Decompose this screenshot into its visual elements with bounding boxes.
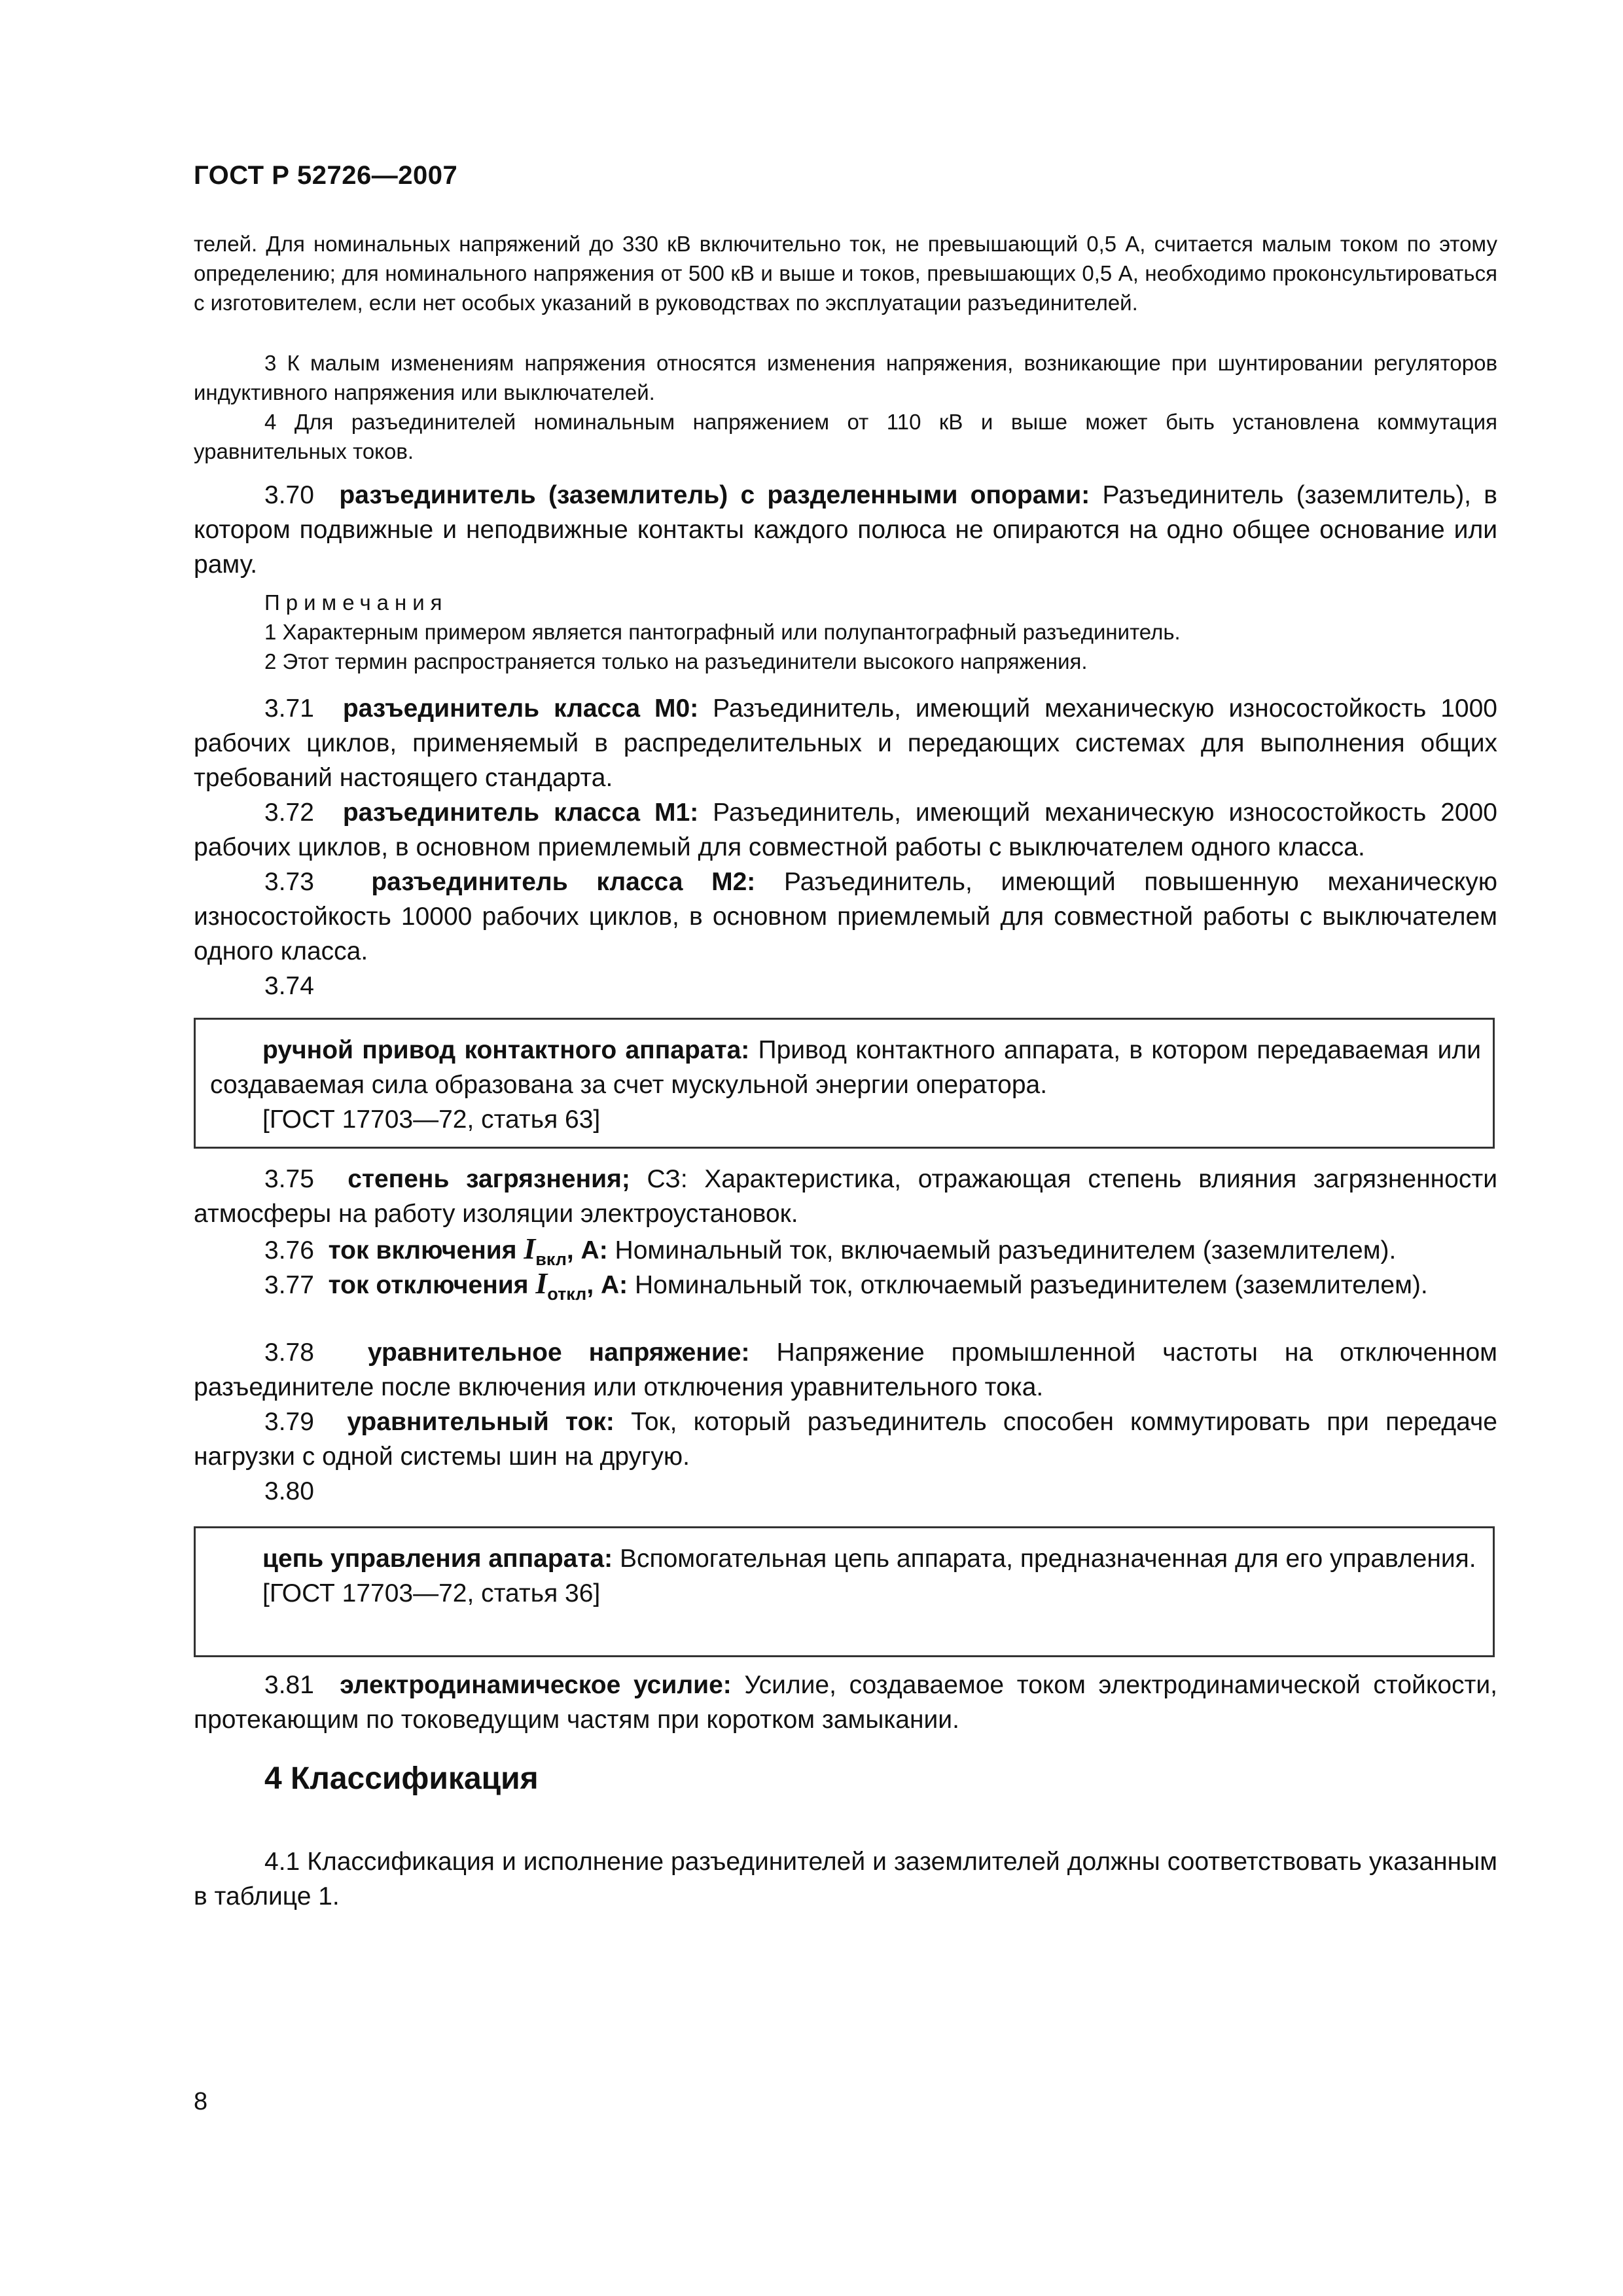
term-number: 3.73 [264, 868, 314, 896]
term-number: 3.79 [264, 1408, 314, 1436]
term-definition: Вспомогательная цепь аппарата, предназначенная для его управления. [613, 1545, 1476, 1573]
term-number: 3.70 [264, 481, 314, 509]
term-title: электродинамическое усилие: [340, 1671, 732, 1699]
paragraph-4-1: 4.1 Классификация и исполнение разъединителей и заземлителей должны соответствовать указанным в таблице 1. [194, 1848, 1497, 1910]
note-4: 4 Для разъединителей номинальным напряжением от 110 кВ и выше может быть установлена коммутация уравнительных токов. [194, 410, 1497, 463]
term-title: уравнительное напряжение: [367, 1338, 750, 1367]
term-definition: Разъединитель, имеющий механическую износостойкость 1000 рабочих циклов, применяемый в распределительных и передающих системах для выполнения общих требований настоящего стандарта. [194, 694, 1498, 792]
term-3-72 [194, 795, 1497, 865]
term-definition: Разъединитель (заземлитель), в котором подвижные и неподвижные контакты каждого полюса не опираются на одно общее основание или раму. [194, 481, 1497, 579]
term-number: 3.71 [264, 694, 314, 723]
term-number: 3.75 [264, 1165, 314, 1193]
current-symbol: I [535, 1266, 548, 1300]
term-number-3-74: 3.74 [264, 972, 314, 1000]
note-3: 3 К малым изменениям напряжения относятся изменения напряжения, возникающие при шунтировании регуляторов индуктивного напряжения или выключателей. [194, 351, 1497, 404]
term-number: 3.78 [264, 1338, 314, 1367]
term-title: степень загрязнения; [348, 1165, 630, 1193]
term-3-71 [194, 691, 1497, 795]
term-3-75 [194, 1162, 1497, 1231]
term-reference: [ГОСТ 17703—72, статья 36] [262, 1579, 601, 1607]
term-3-78 [194, 1335, 1497, 1405]
term-number: 3.76 [264, 1236, 314, 1265]
notes-heading: Примечания [264, 590, 448, 615]
current-subscript: вкл [535, 1249, 567, 1269]
term-box-3-74 [194, 1018, 1495, 1149]
term-number: 3.81 [264, 1671, 314, 1699]
section-heading: 4 Классификация [264, 1761, 539, 1796]
term-definition: Разъединитель, имеющий механическую износостойкость 2000 рабочих циклов, в основном приемлемый для совместной работы с выключателем одного класса. [194, 798, 1498, 861]
term-definition: СЗ: Характеристика, отражающая степень влияния загрязненности атмосферы на работу изоляции электроустановок. [194, 1165, 1498, 1228]
note-2: 2 Этот термин распространяется только на разъединители высокого напряжения. [264, 649, 1088, 673]
term-title: ручной привод контактного аппарата: [262, 1036, 750, 1064]
term-title: разъединитель класса М0: [342, 694, 699, 723]
term-3-79 [194, 1405, 1497, 1474]
term-box-3-80 [194, 1526, 1495, 1657]
term-reference: [ГОСТ 17703—72, статья 63] [262, 1105, 601, 1134]
note-1: 1 Характерным примером является пантографный или полупантографный разъединитель. [264, 620, 1181, 644]
unit-label: , А: [586, 1271, 628, 1299]
term-number-3-80: 3.80 [264, 1477, 314, 1505]
unit-label: , А: [566, 1236, 608, 1265]
term-title: разъединитель класса М2: [371, 868, 756, 896]
term-3-81 [194, 1668, 1497, 1737]
term-definition: Усилие, создаваемое током электродинамической стойкости, протекающим по токоведущим частям при коротком замыкании. [194, 1671, 1497, 1734]
box-text [210, 1033, 1481, 1102]
term-number: 3.72 [264, 798, 314, 827]
document-header: ГОСТ Р 52726—2007 [194, 161, 458, 190]
term-title: разъединитель класса М1: [342, 798, 699, 827]
term-definition: Ток, который разъединитель способен коммутировать при передаче нагрузки с одной системы шин на другую. [194, 1408, 1497, 1471]
term-3-77 [194, 1266, 1497, 1312]
term-3-73 [194, 865, 1497, 969]
term-title: разъединитель (заземлитель) с разделенными опорами: [339, 481, 1090, 509]
term-definition: Привод контактного аппарата, в котором передаваемая или создаваемая сила образована за счет мускульной энергии оператора. [210, 1036, 1481, 1099]
term-title: цепь управления аппарата: [262, 1545, 613, 1573]
page-number: 8 [194, 2088, 208, 2115]
term-definition: Номинальный ток, включаемый разъединителем (заземлителем). [607, 1236, 1397, 1265]
term-definition: Разъединитель, имеющий повышенную механическую износостойкость 10000 рабочих циклов, в основном приемлемый для совместной работы с выключателем одного класса. [194, 868, 1497, 965]
term-title: уравнительный ток: [347, 1408, 615, 1436]
term-title: ток включения [328, 1236, 517, 1265]
term-title: ток отключения [328, 1271, 529, 1299]
box-text [210, 1541, 1481, 1576]
term-definition: Номинальный ток, отключаемый разъединителем (заземлителем). [628, 1271, 1428, 1299]
note-continuation: телей. Для номинальных напряжений до 330 кВ включительно ток, не превышающий 0,5 А, считается малым током по этому определению; для номинального напряжения от 500 кВ и выше и токов, превышающих 0,5 А, необходимо проконсультироваться с изготовителем, если нет особых указаний в руководствах по эксплуатации разъединителей. [194, 232, 1497, 315]
term-3-70 [194, 478, 1497, 582]
current-subscript: откл [547, 1284, 587, 1304]
term-number: 3.77 [264, 1271, 314, 1299]
current-symbol: I [524, 1232, 536, 1265]
term-definition: Напряжение промышленной частоты на отключенном разъединителе после включения или отключения уравнительного тока. [194, 1338, 1497, 1401]
